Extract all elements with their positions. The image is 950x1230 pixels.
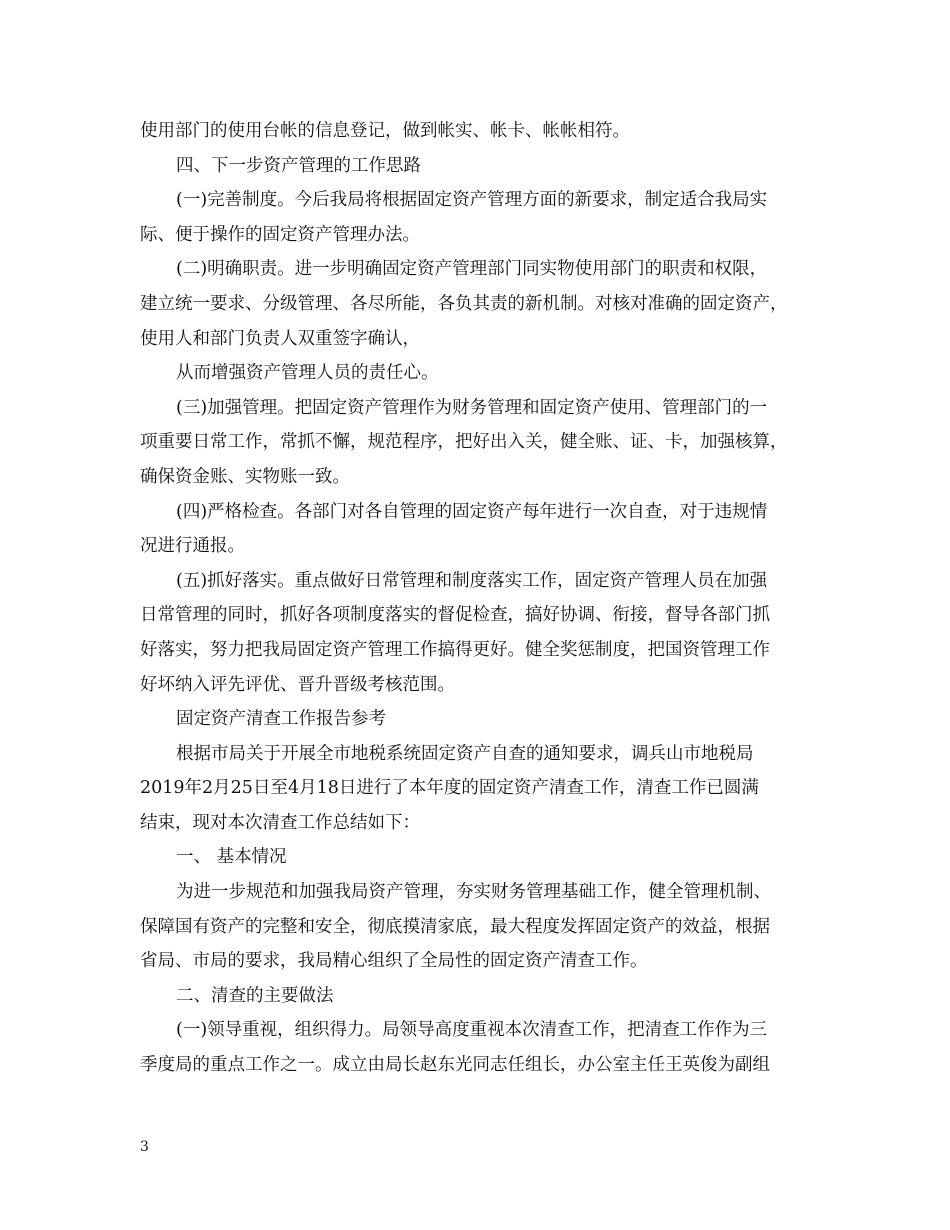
text-line: 结束，现对本次清查工作总结如下： [140, 812, 420, 833]
text-line: 二、清查的主要做法 [176, 985, 334, 1006]
text-line: (三)加强管理。把固定资产管理作为财务管理和固定资产使用、管理部门的一 [176, 397, 768, 418]
text-line: 好坏纳入评先评优、晋升晋级考核范围。 [140, 674, 455, 695]
text-line: 固定资产清查工作报告参考 [176, 709, 386, 730]
text-line: 建立统一要求、分级管理、各尽所能，各负其责的新机制。对核对准确的固定资产， [140, 293, 788, 314]
text-line: (四)严格检查。各部门对各自管理的固定资产每年进行一次自查，对于违规情 [176, 501, 768, 522]
document-body [140, 114, 812, 1083]
text-line: (一)完善制度。今后我局将根据固定资产管理方面的新要求，制定适合我局实 [176, 190, 768, 211]
text-line: (一)领导重视，组织得力。局领导高度重视本次清查工作，把清查工作作为三 [176, 1020, 768, 1041]
text-line: (五)抓好落实。重点做好日常管理和制度落实工作，固定资产管理人员在加强 [176, 570, 768, 591]
text-line: (二)明确职责。进一步明确固定资产管理部门同实物使用部门的职责和权限， [176, 259, 768, 280]
text-line: 使用部门的使用台帐的信息登记，做到帐实、帐卡、帐帐相符。 [140, 121, 630, 141]
text-line: 2019年2月25日至4月18日进行了本年度的固定资产清查工作，清查工作已圆满 [140, 778, 759, 799]
page-number: 3 [140, 1139, 149, 1155]
text-line: 省局、市局的要求，我局精心组织了全局性的固定资产清查工作。 [140, 951, 648, 972]
text-line: 从而增强资产管理人员的责任心。 [176, 363, 439, 384]
text-line: 保障国有资产的完整和安全，彻底摸清家底，最大程度发挥固定资产的效益，根据 [140, 916, 770, 937]
text-line: 根据市局关于开展全市地税系统固定资产自查的通知要求，调兵山市地税局 [176, 743, 754, 764]
text-line: 确保资金账、实物账一致。 [140, 466, 350, 487]
text-line: 日常管理的同时，抓好各项制度落实的督促检查，搞好协调、衔接，督导各部门抓 [140, 605, 770, 626]
text-line: 使用人和部门负责人双重签字确认， [140, 328, 420, 349]
text-line: 项重要日常工作，常抓不懈，规范程序，把好出入关，健全账、证、卡，加强核算， [140, 432, 788, 453]
text-line: 一、 基本情况 [176, 847, 287, 868]
text-line: 季度局的重点工作之一。成立由局长赵东光同志任组长，办公室主任王英俊为副组 [140, 1055, 770, 1076]
text-line: 四、下一步资产管理的工作思路 [176, 155, 421, 176]
text-line: 际、便于操作的固定资产管理办法。 [140, 224, 420, 245]
text-line: 为进一步规范和加强我局资产管理，夯实财务管理基础工作，健全管理机制、 [176, 882, 771, 903]
text-line: 好落实，努力把我局固定资产管理工作搞得更好。健全奖惩制度，把国资管理工作 [140, 639, 770, 660]
text-line: 况进行通报。 [140, 536, 245, 557]
